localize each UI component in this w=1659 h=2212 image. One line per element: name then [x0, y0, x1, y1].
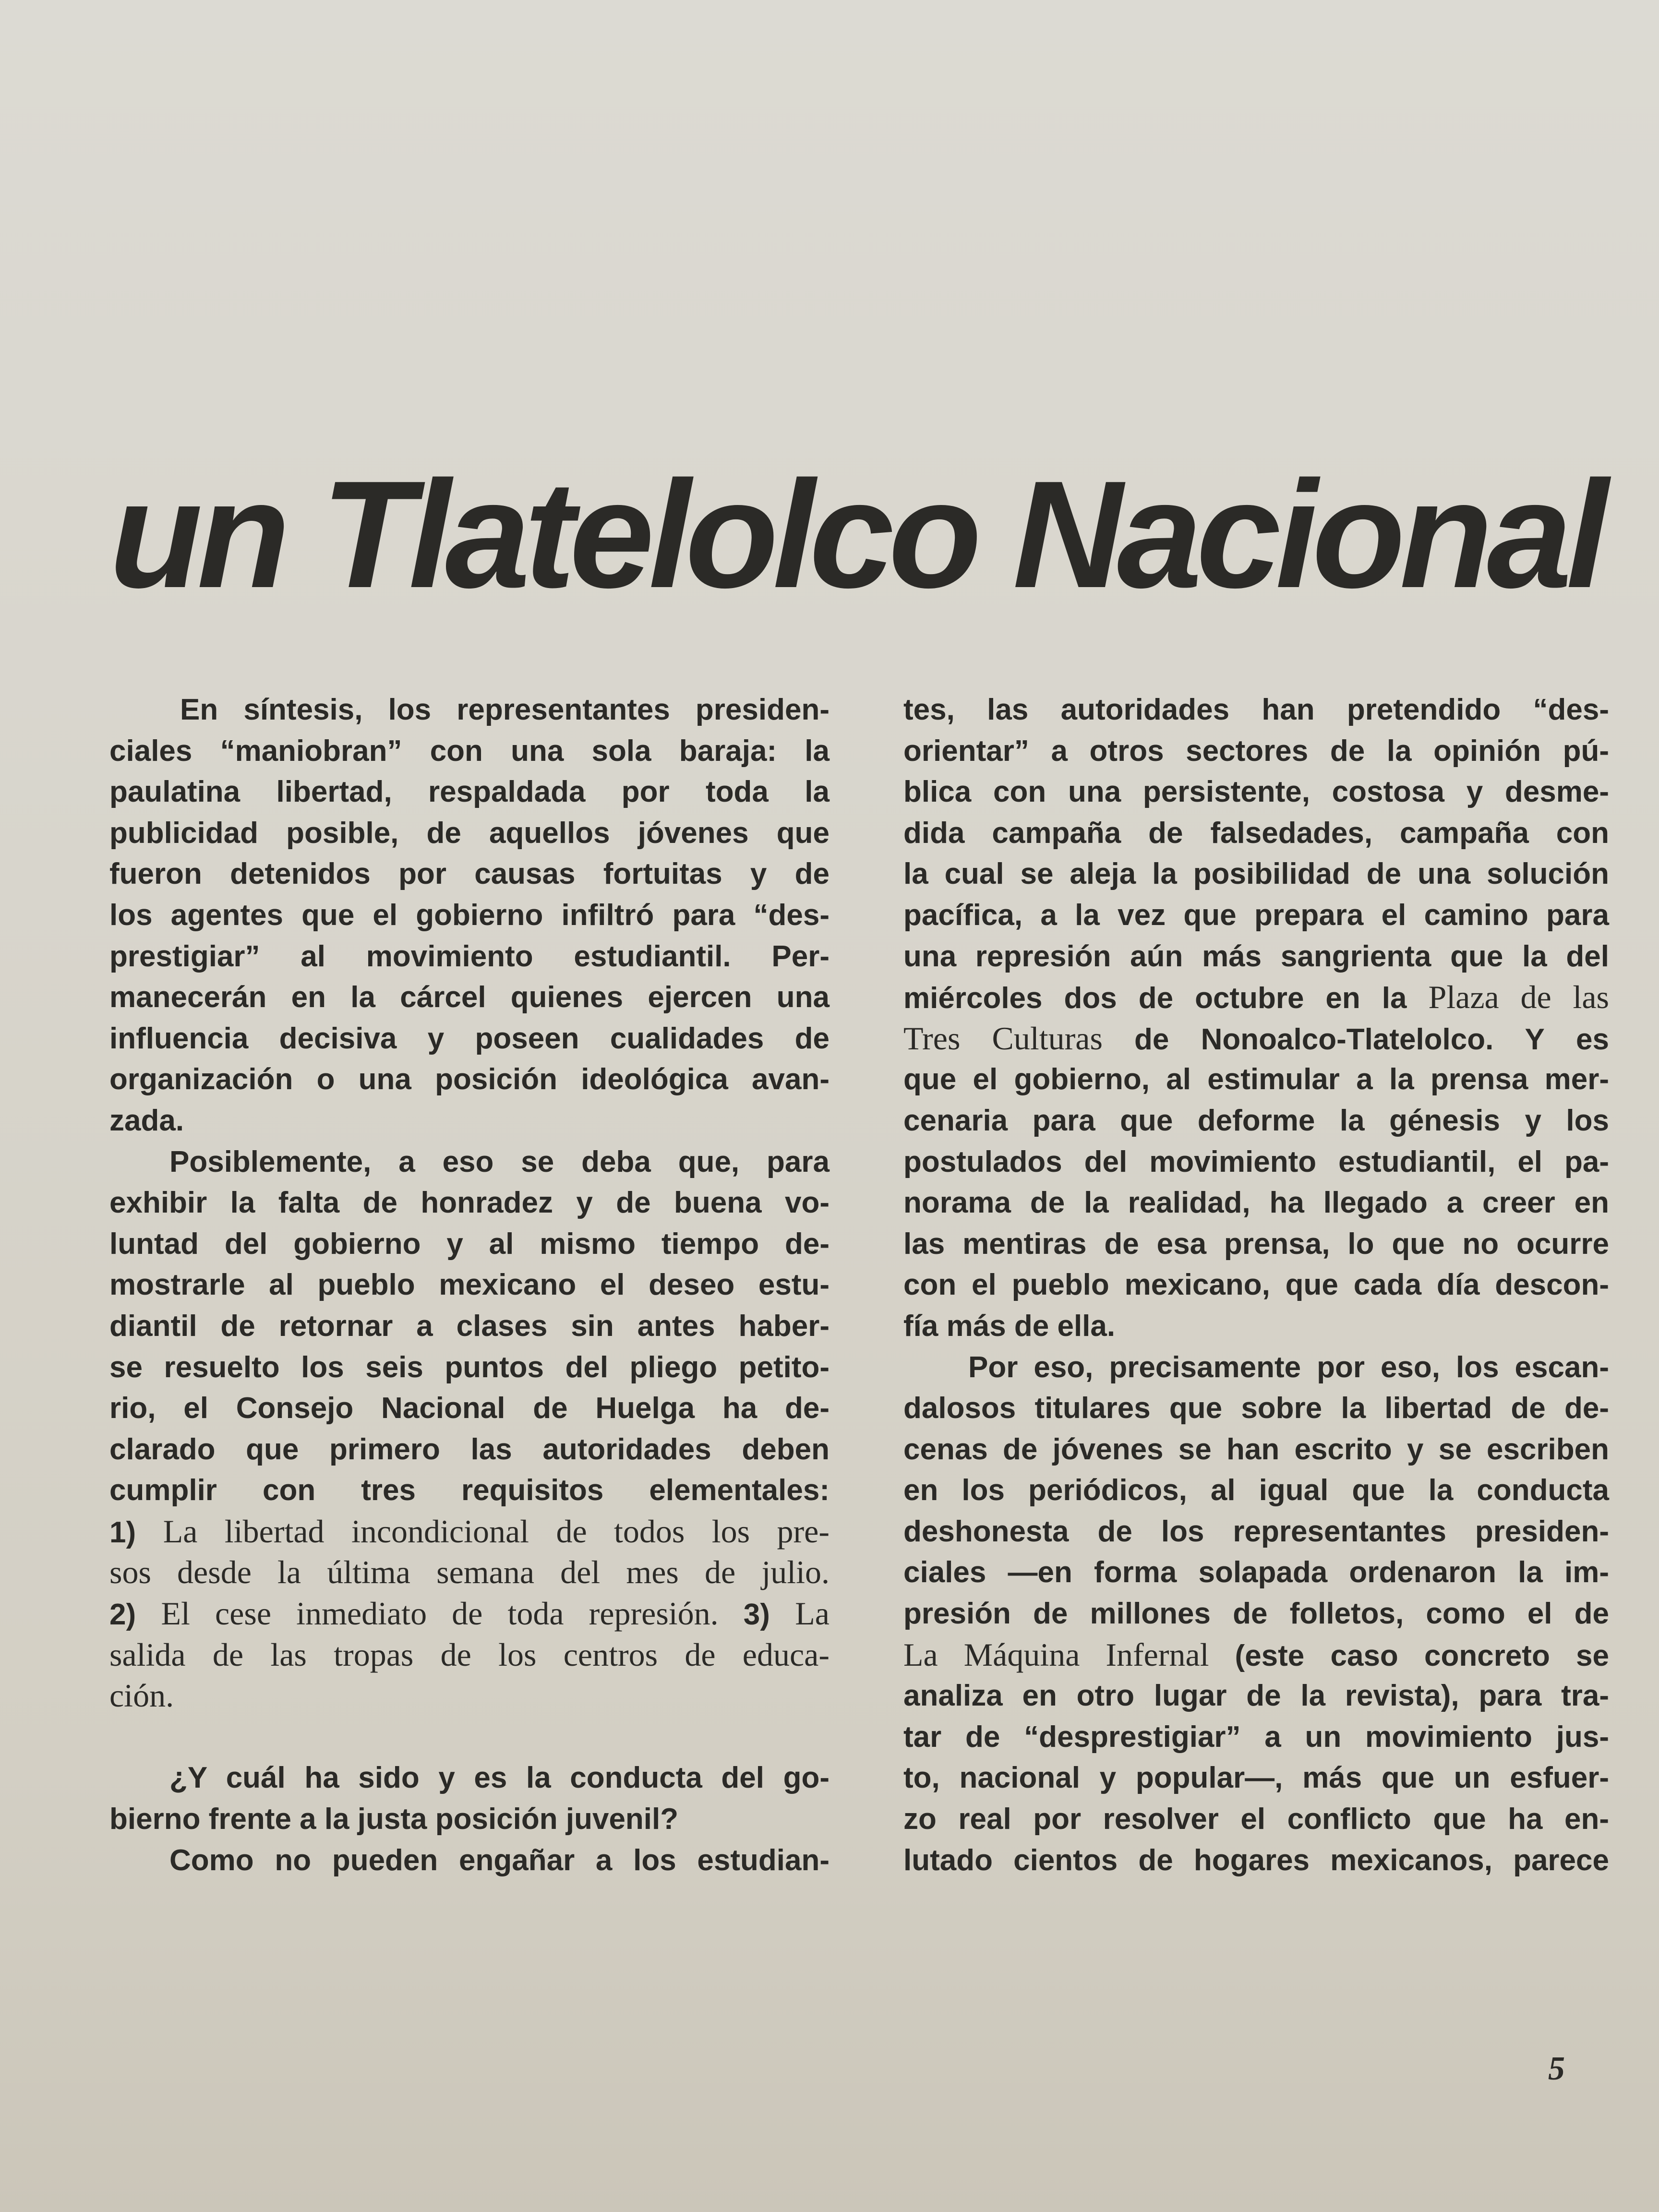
text-line — [903, 1142, 1609, 1183]
text-line — [903, 1593, 1609, 1635]
text-line — [903, 1552, 1609, 1593]
text-run: en los periódicos, al igual que la conducta — [903, 1474, 1609, 1507]
text-run: Posiblemente, a eso se deba que, para — [169, 1145, 830, 1178]
text-line — [109, 1470, 830, 1511]
text-run: dida campaña de falsedades, campaña con — [903, 816, 1609, 850]
text-run: rio, el Consejo Nacional de Huelga ha de- — [109, 1392, 830, 1425]
text-line — [109, 1264, 830, 1306]
text-run: 3) — [743, 1598, 795, 1632]
text-line — [109, 1511, 830, 1552]
text-run: to, nacional y popular—, más que un esfuer- — [903, 1761, 1609, 1795]
text-run: sos desde la última semana del mes de julio. — [109, 1554, 830, 1591]
text-line — [109, 1388, 830, 1429]
text-run: La libertad incondicional de todos los pre- — [163, 1513, 830, 1550]
text-run: La Máquina Infernal — [903, 1636, 1235, 1673]
text-run: Tres Culturas — [903, 1020, 1134, 1057]
text-line — [903, 1470, 1609, 1511]
text-run: 2) — [109, 1598, 161, 1632]
text-line — [903, 1059, 1609, 1100]
text-line — [109, 1429, 830, 1470]
text-run: zada. — [109, 1104, 184, 1137]
text-line — [903, 1635, 1609, 1676]
text-line — [903, 854, 1609, 895]
text-run: cumplir con tres requisitos elementales: — [109, 1474, 830, 1507]
text-run: manecerán en la cárcel quienes ejercen una — [109, 981, 830, 1014]
text-line — [109, 854, 830, 895]
left-text-column — [109, 689, 830, 1881]
text-line — [903, 1840, 1609, 1881]
text-run: la cual se aleja la posibilidad de una solución — [903, 857, 1609, 891]
text-run: publicidad posible, de aquellos jóvenes que — [109, 816, 830, 850]
text-run: dalosos titulares que sobre la libertad de de- — [903, 1392, 1609, 1425]
text-run: con el pueblo mexicano, que cada día descon- — [903, 1268, 1609, 1302]
text-run: las mentiras de esa prensa, lo que no ocurre — [903, 1227, 1609, 1261]
text-run: miércoles dos de octubre en la — [903, 982, 1429, 1015]
text-run: luntad del gobierno y al mismo tiempo de- — [109, 1227, 830, 1261]
text-line — [903, 1347, 1609, 1388]
text-run: influencia decisiva y poseen cualidades de — [109, 1022, 830, 1055]
text-run: exhibir la falta de honradez y de buena vo- — [109, 1186, 830, 1220]
text-run: ciales “maniobran” con una sola baraja: la — [109, 734, 830, 768]
text-run: pacífica, a la vez que prepara el camino para — [903, 898, 1609, 932]
text-run: postulados del movimiento estudiantil, el pa- — [903, 1145, 1609, 1178]
text-run: tes, las autoridades han pretendido “des- — [903, 693, 1609, 726]
text-line — [109, 895, 830, 936]
text-run: El cese inmediato de toda represión. — [161, 1595, 744, 1632]
text-run: lutado cientos de hogares mexicanos, parece — [903, 1843, 1609, 1877]
text-line — [903, 1224, 1609, 1265]
text-run: La — [795, 1595, 830, 1632]
text-line — [903, 1511, 1609, 1552]
text-line — [109, 813, 830, 854]
text-run: mostrarle al pueblo mexicano el deseo estu- — [109, 1268, 830, 1302]
right-text-column — [903, 689, 1609, 1881]
text-line — [109, 1100, 830, 1142]
text-line — [903, 1757, 1609, 1799]
text-line — [903, 1388, 1609, 1429]
text-line — [109, 1840, 830, 1881]
text-line — [903, 771, 1609, 813]
text-run: organización o una posición ideológica avan- — [109, 1063, 830, 1096]
text-line — [109, 731, 830, 772]
text-run: bierno frente a la justa posición juvenil? — [109, 1803, 679, 1836]
text-run: blica con una persistente, costosa y desme- — [903, 775, 1609, 809]
text-run: Plaza de las — [1428, 979, 1609, 1016]
text-run: ciales —en forma solapada ordenaron la im- — [903, 1556, 1609, 1589]
text-run: una represión aún más sangrienta que la del — [903, 939, 1609, 973]
text-run: tar de “desprestigiar” a un movimiento jus- — [903, 1720, 1609, 1754]
text-line — [109, 1717, 830, 1758]
text-run: presión de millones de folletos, como el de — [903, 1597, 1609, 1631]
text-line — [109, 1224, 830, 1265]
article-title: un Tlatelolco Nacional — [109, 449, 1603, 620]
text-run: prestigiar” al movimiento estudiantil. Per- — [109, 939, 830, 973]
text-line — [903, 1264, 1609, 1306]
text-line — [109, 1799, 830, 1840]
text-run: cenaria para que deforme la génesis y los — [903, 1104, 1609, 1137]
text-run: se resuelto los seis puntos del pliego petito- — [109, 1350, 830, 1384]
text-line — [903, 1799, 1609, 1840]
text-run: ción. — [109, 1677, 174, 1714]
text-run: de Nonoalco-Tlatelolco. Y es — [1134, 1022, 1609, 1056]
page-number: 5 — [1548, 2050, 1565, 2087]
text-run: ¿Y cuál ha sido y es la conducta del go- — [169, 1761, 830, 1795]
text-run: En síntesis, los representantes presiden- — [180, 693, 830, 726]
text-run: deshonesta de los representantes presiden- — [903, 1515, 1609, 1548]
text-line — [109, 1059, 830, 1100]
text-line — [109, 1306, 830, 1347]
text-line — [109, 977, 830, 1018]
text-line — [903, 1717, 1609, 1758]
text-line — [903, 813, 1609, 854]
text-line — [109, 689, 830, 731]
text-run: que el gobierno, al estimular a la prensa mer- — [903, 1063, 1609, 1096]
text-run: zo real por resolver el conflicto que ha en- — [903, 1803, 1609, 1836]
text-line — [109, 936, 830, 977]
text-line — [109, 1018, 830, 1059]
text-line — [903, 1675, 1609, 1717]
text-line — [109, 771, 830, 813]
text-run: Por eso, precisamente por eso, los escan- — [968, 1350, 1609, 1384]
text-line — [903, 936, 1609, 977]
text-run: diantil de retornar a clases sin antes haber- — [109, 1309, 830, 1343]
text-line — [109, 1593, 830, 1635]
text-run: analiza en otro lugar de la revista), para tra- — [903, 1679, 1609, 1713]
text-run: cenas de jóvenes se han escrito y se escriben — [903, 1432, 1609, 1466]
text-run: los agentes que el gobierno infiltró para “des- — [109, 898, 830, 932]
text-line — [903, 689, 1609, 731]
text-line — [109, 1182, 830, 1224]
text-line — [903, 1306, 1609, 1347]
text-run: paulatina libertad, respaldada por toda la — [109, 775, 830, 809]
text-line — [903, 731, 1609, 772]
text-line — [109, 1552, 830, 1593]
text-run: salida de las tropas de los centros de educa- — [109, 1636, 830, 1673]
text-run: Como no pueden engañar a los estudian- — [169, 1843, 830, 1877]
text-run: 1) — [109, 1515, 163, 1549]
text-line — [903, 1429, 1609, 1470]
text-line — [903, 895, 1609, 936]
text-line — [109, 1142, 830, 1183]
text-run: orientar” a otros sectores de la opinión pú- — [903, 734, 1609, 768]
text-line — [109, 1757, 830, 1799]
text-line — [903, 977, 1609, 1018]
text-run: (este caso concreto se — [1235, 1639, 1609, 1672]
text-run: fía más de ella. — [903, 1309, 1116, 1343]
text-line — [903, 1018, 1609, 1059]
text-line — [109, 1347, 830, 1388]
text-line — [903, 1182, 1609, 1224]
text-run: fueron detenidos por causas fortuitas y de — [109, 857, 830, 891]
text-run: clarado que primero las autoridades deben — [109, 1432, 830, 1466]
text-line — [903, 1100, 1609, 1142]
text-run: norama de la realidad, ha llegado a creer en — [903, 1186, 1609, 1220]
text-line — [109, 1675, 830, 1717]
text-line — [109, 1635, 830, 1676]
